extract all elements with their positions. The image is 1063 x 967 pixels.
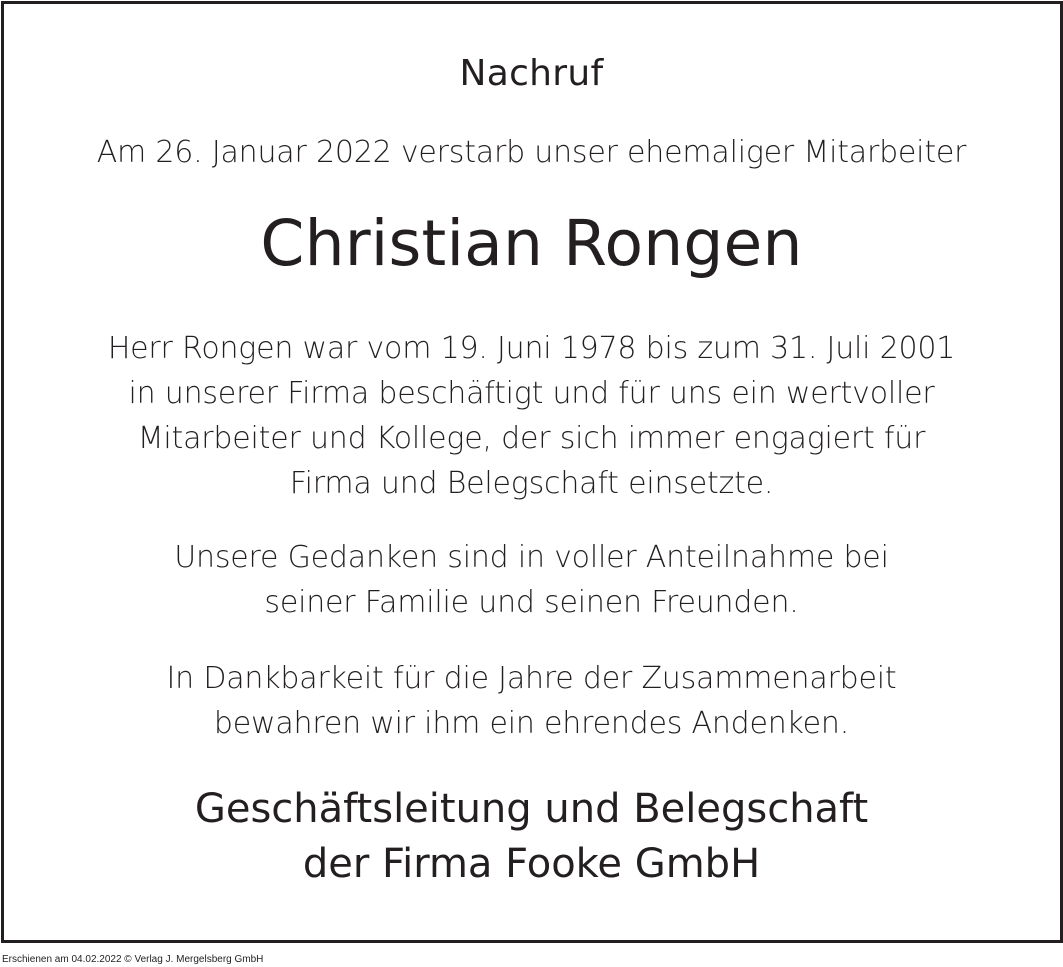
deceased-name: Christian Rongen (260, 207, 803, 280)
notice-signature (0, 782, 1063, 892)
paragraph-line: In Dankbarkeit für die Jahre der Zusammenarbeit (166, 661, 897, 696)
paragraph-line: Herr Rongen war vom 19. Juni 1978 bis zum 31. Juli 2001 (107, 331, 956, 366)
gratitude-paragraph (0, 656, 1063, 746)
paragraph-line: Mitarbeiter und Kollege, der sich immer engagiert für (137, 421, 926, 456)
publication-credit: Erschienen am 04.02.2022 © Verlag J. Mergelsberg GmbH (2, 954, 264, 965)
paragraph-line: Unsere Gedanken sind in voller Anteilnahme bei (174, 540, 889, 575)
signature-line: Geschäftsleitung und Belegschaft (194, 786, 869, 832)
notice-heading: Nachruf (459, 53, 604, 94)
paragraph-line: Firma und Belegschaft einsetzte. (289, 466, 774, 501)
notice-intro: Am 26. Januar 2022 verstarb unser ehemaliger Mitarbeiter (96, 135, 967, 170)
paragraph-line: seiner Familie und seinen Freunden. (264, 585, 799, 620)
signature-line: der Firma Fooke GmbH (302, 841, 761, 887)
employment-paragraph (0, 326, 1063, 506)
paragraph-line: in unserer Firma beschäftigt und für uns ein wertvoller (128, 376, 935, 411)
condolence-paragraph (0, 535, 1063, 625)
paragraph-line: bewahren wir ihm ein ehrendes Andenken. (213, 706, 850, 741)
